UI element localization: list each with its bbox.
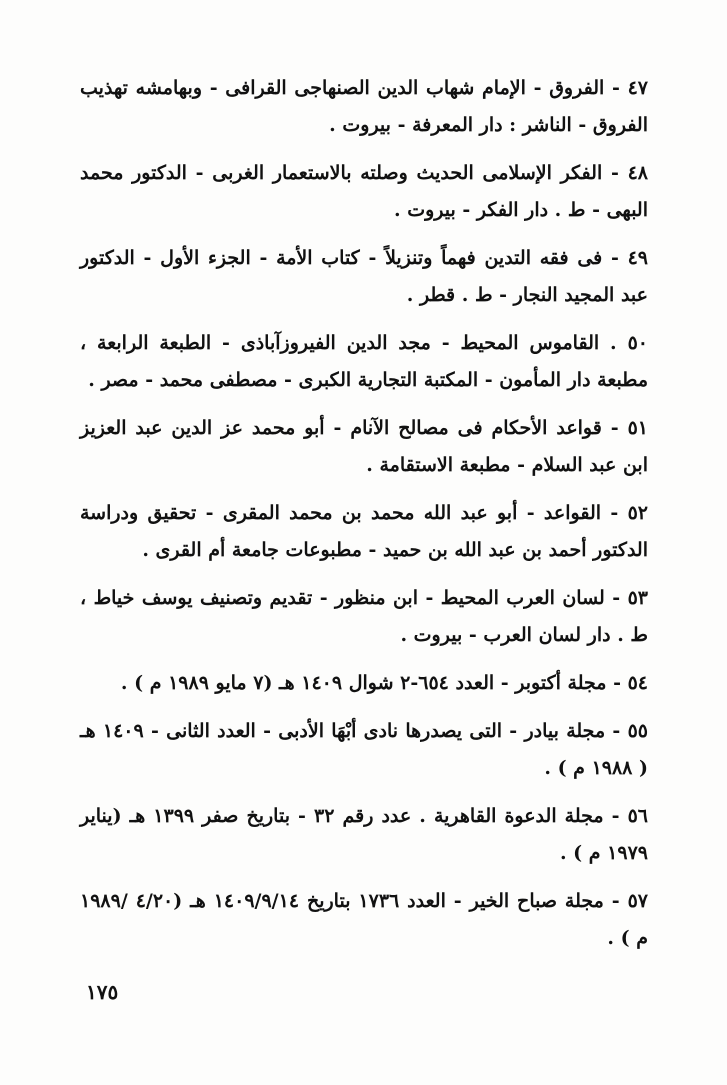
reference-item-57: ٥٧ - مجلة صباح الخير - العدد ١٧٣٦ بتاريخ ١٤٠٩/٩/١٤ هـ (٤/٢٠ /١٩٨٩ م ) .	[80, 890, 648, 949]
reference-list	[80, 70, 648, 968]
page-number: ١٧٥	[86, 980, 119, 1004]
reference-item-55: ٥٥ - مجلة بيادر - التى يصدرها نادى أبْهَا الأدبى - العدد الثانى - ١٤٠٩ هـ ( ١٩٨٨ م ) .	[80, 720, 648, 779]
reference-item-54: ٥٤ - مجلة أكتوبر - العدد ٦٥٤-٢ شوال ١٤٠٩ هـ (٧ مايو ١٩٨٩ م ) .	[120, 672, 648, 694]
reference-item-49: ٤٩ - فى فقه التدين فهماً وتنزيلاً - كتاب الأمة - الجزء الأول - الدكتور عبد المجيد النجار - ط . قطر .	[80, 247, 648, 306]
reference-item-48: ٤٨ - الفكر الإسلامى الحديث وصلته بالاستعمار الغربى - الدكتور محمد البهى - ط . دار الفكر - بيروت .	[80, 162, 648, 221]
reference-item-50: ٥٠ . القاموس المحيط - مجد الدين الفيروزآباذى - الطبعة الرابعة ، مطبعة دار المأمون - المكتبة التجارية الكبرى - مصطفى محمد - مصر .	[80, 332, 648, 391]
reference-item-53: ٥٣ - لسان العرب المحيط - ابن منظور - تقديم وتصنيف يوسف خياط ، ط . دار لسان العرب - بيروت .	[80, 587, 648, 646]
reference-item-52: ٥٢ - القواعد - أبو عبد الله محمد بن محمد المقرى - تحقيق ودراسة الدكتور أحمد بن عبد الله بن حميد - مطبوعات جامعة أم القرى .	[80, 502, 648, 561]
reference-item-47: ٤٧ - الفروق - الإمام شهاب الدين الصنهاجى القرافى - وبهامشه تهذيب الفروق - الناشر : دار المعرفة - بيروت .	[80, 77, 648, 136]
reference-item-51: ٥١ - قواعد الأحكام فى مصالح الآنام - أبو محمد عز الدين عبد العزيز ابن عبد السلام - مطبعة الاستقامة .	[80, 417, 649, 476]
reference-item-56: ٥٦ - مجلة الدعوة القاهرية . عدد رقم ٣٢ - بتاريخ صفر ١٣٩٩ هـ (يناير ١٩٧٩ م ) .	[80, 805, 648, 864]
